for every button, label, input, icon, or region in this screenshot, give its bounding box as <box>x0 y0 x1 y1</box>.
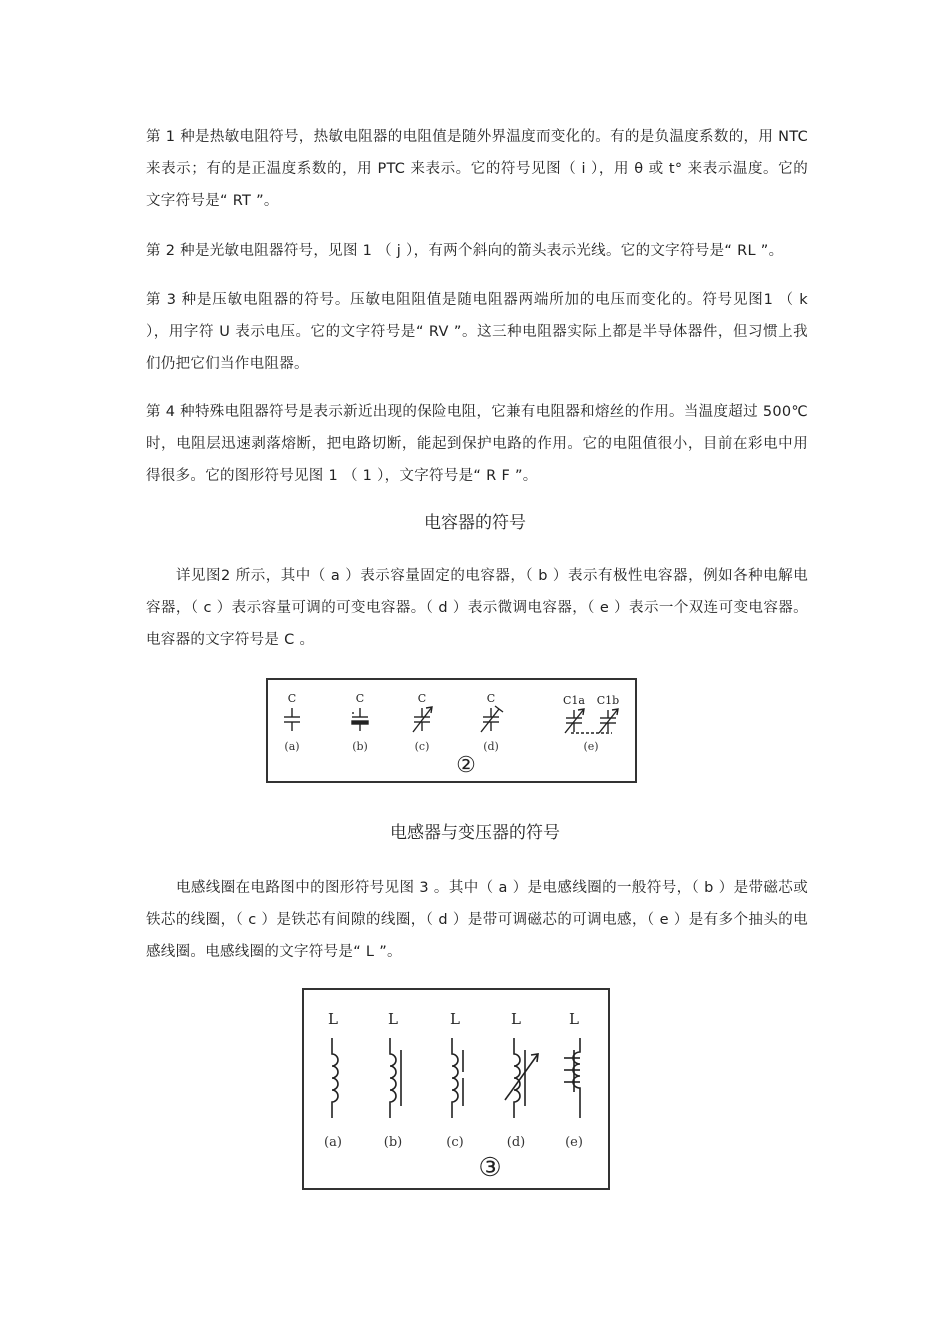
cap-label-e1: C1a <box>563 694 585 707</box>
cap-label-c: C <box>417 692 427 705</box>
tapped-inductor-symbol <box>564 1038 580 1118</box>
ind-caption-c: (c) <box>446 1135 464 1150</box>
trimmer-capacitor-symbol <box>481 706 503 732</box>
inductor-paragraph: 电感线圈在电路图中的图形符号见图 3 。其中（ a ）是电感线圈的一般符号，（ b ）是带磁芯或铁芯的线圈，（ c ）是铁芯有间隙的线圈，（ d ）是带可调磁芯的可调电感，（ e ）是有多个抽头的电感线圈。电感线圈的文字符号是“ L ”。 <box>146 880 808 960</box>
ind-caption-b: (b) <box>383 1135 403 1150</box>
adjustable-inductor-symbol <box>505 1038 538 1118</box>
ind-label-b: L <box>388 1010 398 1028</box>
ind-caption-d: (d) <box>506 1135 526 1150</box>
ind-label-c: L <box>450 1010 460 1028</box>
dual-variable-capacitor-symbol <box>565 709 618 733</box>
polarized-capacitor-symbol <box>352 708 368 731</box>
cap-label-b: C <box>355 692 365 705</box>
capacitor-heading: 电容器的符号 <box>424 513 526 533</box>
cap-caption-b: (b) <box>352 740 368 753</box>
ind-caption-a: (a) <box>324 1135 342 1150</box>
fixed-capacitor-symbol <box>284 708 300 731</box>
cap-caption-c: (c) <box>414 740 430 753</box>
inductor-coil-symbol <box>332 1038 338 1118</box>
paragraph-fuse-resistor: 第 4 种特殊电阻器符号是表示新近出现的保险电阻，它兼有电阻器和熔丝的作用。当温度超过 500℃ 时，电阻层迅速剥落熔断，把电路切断，能起到保护电路的作用。它的电阻值很小，目前在彩电中用得很多。它的图形符号见图 1 （ 1 ），文字符号是“ R F ”。 <box>146 404 808 484</box>
paragraph-thermistor: 第 1 种是热敏电阻符号，热敏电阻器的电阻值是随外界温度而变化的。有的是负温度系数的，用 NTC 来表示；有的是正温度系数的，用 PTC 来表示。它的符号见图（ i ），用 θ 或 t° 来表示温度。它的文字符号是“ RT ”。 <box>146 129 808 209</box>
figure-3-number: ③ <box>478 1153 502 1183</box>
figure-2-number: ② <box>456 753 476 778</box>
paragraph-photoresistor: 第 2 种是光敏电阻器符号，见图 1 （ j ），有两个斜向的箭头表示光线。它的文字符号是“ RL ”。 <box>146 243 784 259</box>
gapped-core-inductor-symbol <box>452 1038 463 1118</box>
cap-caption-d: (d) <box>483 740 499 753</box>
inductor-figure <box>302 988 612 1192</box>
capacitor-figure <box>266 678 638 784</box>
ind-caption-e: (e) <box>565 1135 583 1150</box>
cap-label-e2: C1b <box>596 694 620 707</box>
cap-caption-a: (a) <box>284 740 300 753</box>
cap-label-d: C <box>486 692 496 705</box>
iron-core-inductor-symbol <box>390 1038 401 1118</box>
variable-capacitor-symbol <box>413 707 432 732</box>
paragraph-varistor: 第 3 种是压敏电阻器的符号。压敏电阻阻值是随电阻器两端所加的电压而变化的。符号见图1 （ k ），用字符 U 表示电压。它的文字符号是“ RV ”。这三种电阻器实际上都是半导体器件，但习惯上我们仍把它们当作电阻器。 <box>146 292 808 372</box>
inductor-heading: 电感器与变压器的符号 <box>390 823 560 843</box>
cap-label-a: C <box>287 692 297 705</box>
cap-caption-e: (e) <box>583 740 599 753</box>
ind-label-a: L <box>328 1010 338 1028</box>
capacitor-paragraph: 详见图2 所示，其中（ a ）表示容量固定的电容器，（ b ）表示有极性电容器，例如各种电解电容器，（ c ）表示容量可调的可变电容器。（ d ）表示微调电容器，（ e ）表示一个双连可变电容器。电容器的文字符号是 C 。 <box>146 568 808 648</box>
ind-label-d: L <box>511 1010 521 1028</box>
ind-label-e: L <box>569 1010 579 1028</box>
